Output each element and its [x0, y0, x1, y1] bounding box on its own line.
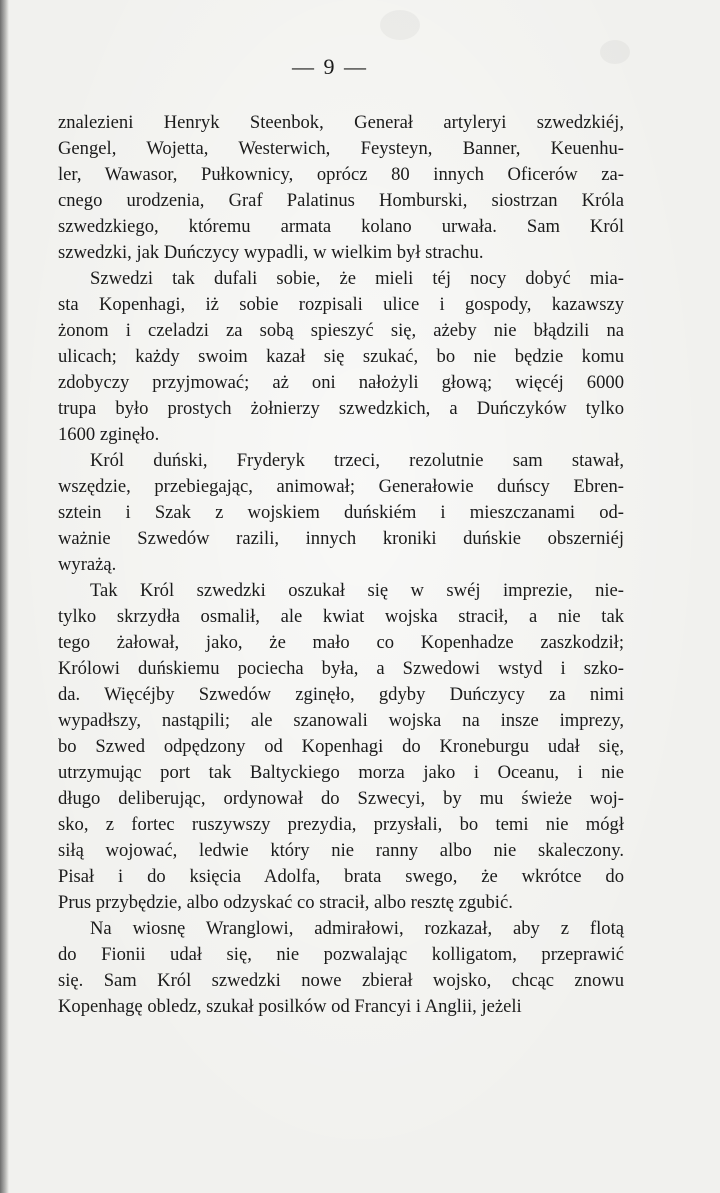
text-line: Szwedzi tak dufali sobie, że mieli téj nocy dobyć mia- — [90, 268, 624, 289]
paragraph — [58, 916, 624, 1020]
text-line: znalezieni Henryk Steenbok, Generał artyleryi szwedzkiéj, — [58, 112, 624, 133]
paper-stain — [380, 10, 420, 40]
text-line: trupa było prostych żołnierzy szwedzkich, a Duńczyków tylko — [58, 398, 624, 419]
text-line: wyrażą. — [58, 554, 117, 575]
text-line: da. Więcéjby Szwedów zginęło, gdyby Duńczycy za nimi — [58, 684, 624, 705]
text-line: bo Szwed odpędzony od Kopenhagi do Kroneburgu udał się, — [58, 736, 624, 757]
text-line: utrzymując port tak Baltyckiego morza jako i Oceanu, i nie — [58, 762, 624, 783]
text-line: długo deliberując, ordynował do Szwecyi, by mu świeże woj- — [58, 788, 624, 809]
paragraph — [58, 266, 624, 448]
text-line: wypadłszy, nastąpili; ale szanowali wojska na insze imprezy, — [58, 710, 624, 731]
text-line: się. Sam Król szwedzki nowe zbierał wojsko, chcąc znowu — [58, 970, 624, 991]
paragraph — [58, 110, 624, 266]
text-line: Pisał i do księcia Adolfa, brata swego, że wkrótce do — [58, 866, 624, 887]
text-line: żonom i czeladzi za sobą spieszyć się, ażeby nie błądzili na — [58, 320, 624, 341]
text-line: Prus przybędzie, albo odzyskać co stracił, albo resztę zgubić. — [58, 892, 513, 913]
text-line: Gengel, Wojetta, Westerwich, Feysteyn, Banner, Keuenhu- — [58, 138, 624, 159]
text-line: do Fionii udał się, nie pozwalając kolligatom, przeprawić — [58, 944, 624, 965]
text-line: szwedzki, jak Duńczycy wypadli, w wielkim był strachu. — [58, 242, 484, 263]
paragraph — [58, 578, 624, 916]
page-number: — 9 — — [292, 54, 368, 79]
text-line: Królowi duńskiemu pociecha była, a Szwedowi wstyd i szko- — [58, 658, 624, 679]
page-spine-shadow — [0, 0, 9, 1193]
text-line: sta Kopenhagi, iż sobie rozpisali ulice i gospody, kazawszy — [58, 294, 624, 315]
text-line: tylko skrzydła osmalił, ale kwiat wojska stracił, a nie tak — [58, 606, 624, 627]
text-line: ler, Wawasor, Pułkownicy, oprócz 80 innych Oficerów za- — [58, 164, 624, 185]
text-line: zdobyczy przyjmować; aż oni nałożyli głową; więcéj 6000 — [58, 372, 624, 393]
paragraph — [58, 448, 624, 578]
text-line: sko, z fortec ruszywszy prezydia, przysłali, bo temi nie mógł — [58, 814, 624, 835]
text-line: szwedzkiego, któremu armata kolano urwała. Sam Król — [58, 216, 624, 237]
text-line: sztein i Szak z wojskiem duńskiém i mieszczanami od- — [58, 502, 624, 523]
text-line: Tak Król szwedzki oszukał się w swéj imprezie, nie- — [90, 580, 624, 601]
text-line: tego żałował, jako, że mało co Kopenhadze zaszkodził; — [58, 632, 624, 653]
text-line: Kopenhagę obledz, szukał posilków od Francyi i Anglii, jeżeli — [58, 996, 522, 1017]
text-line: wszędzie, przebiegając, animował; Generałowie duńscy Ebren- — [58, 476, 624, 497]
body-text — [58, 110, 624, 1020]
text-line: siłą wojować, ledwie który nie ranny albo nie skaleczony. — [58, 840, 624, 861]
text-line: ważnie Szwedów razili, innych kroniki duńskie obszerniéj — [58, 528, 624, 549]
text-line: ulicach; każdy swoim kazał się szukać, bo nie będzie komu — [58, 346, 624, 367]
text-line: Król duński, Fryderyk trzeci, rezolutnie sam stawał, — [90, 450, 624, 471]
text-line: cnego urodzenia, Graf Palatinus Homburski, siostrzan Króla — [58, 190, 624, 211]
text-line: Na wiosnę Wranglowi, admirałowi, rozkazał, aby z flotą — [90, 918, 624, 939]
text-line: 1600 zginęło. — [58, 424, 160, 445]
